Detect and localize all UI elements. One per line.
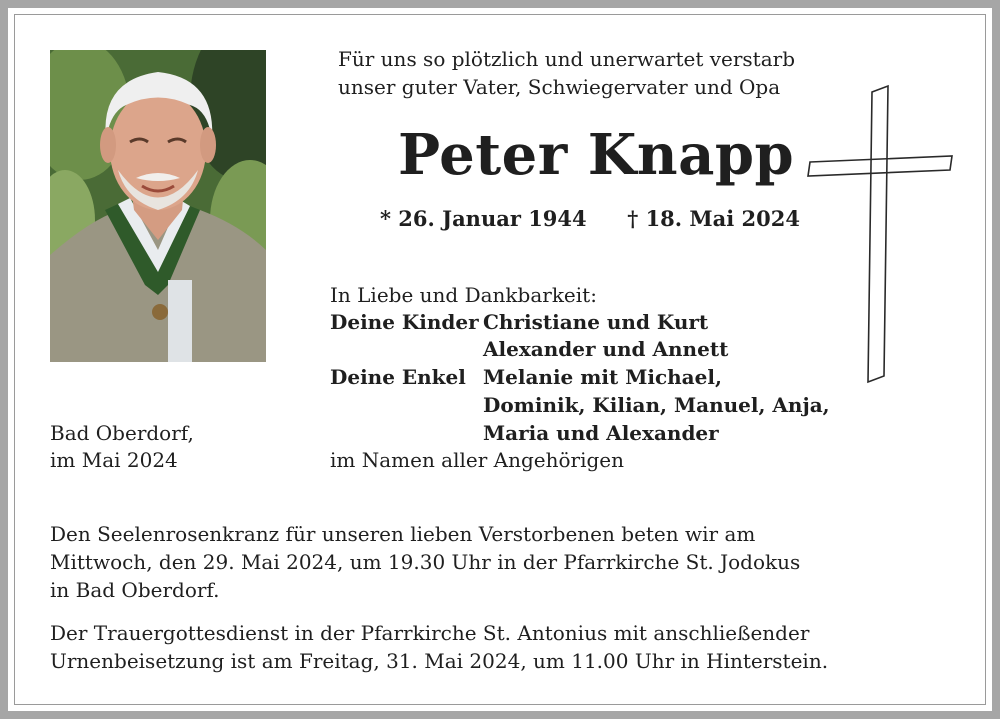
rosary-line-1: Den Seelenrosenkranz für unseren lieben Verstorbenen beten wir am	[50, 522, 756, 546]
death-date: † 18. Mai 2024	[627, 206, 801, 231]
grandchildren-line-1: Melanie mit Michael,	[483, 365, 722, 389]
mourners-opening: In Liebe und Dankbarkeit:	[330, 283, 597, 307]
life-dates	[380, 205, 800, 233]
children-label: Deine Kinder	[330, 310, 479, 334]
funeral-line-1: Der Trauergottesdienst in der Pfarrkirche St. Antonius mit anschließender	[50, 621, 810, 645]
place-line-1: Bad Oberdorf,	[50, 421, 194, 445]
rosary-line-2: Mittwoch, den 29. Mai 2024, um 19.30 Uhr in der Pfarrkirche St. Jodokus	[50, 550, 801, 574]
intro-line-2: unser guter Vater, Schwiegervater und Opa	[338, 75, 781, 99]
grandchildren-line-3: Maria und Alexander	[483, 421, 719, 445]
children-line-2: Alexander und Annett	[483, 337, 729, 361]
funeral-line-2: Urnenbeisetzung ist am Freitag, 31. Mai 2024, um 11.00 Uhr in Hinterstein.	[50, 649, 829, 673]
grandchildren-line-2: Dominik, Kilian, Manuel, Anja,	[483, 393, 830, 417]
portrait-photo	[50, 50, 266, 362]
place-line-2: im Mai 2024	[50, 448, 178, 472]
children-line-1: Christiane und Kurt	[483, 310, 709, 334]
rosary-line-3: in Bad Oberdorf.	[50, 578, 220, 602]
cross-icon	[806, 84, 956, 384]
deceased-name: Peter Knapp	[398, 122, 795, 188]
intro-line-1: Für uns so plötzlich und unerwartet verstarb	[338, 47, 796, 71]
birth-date: * 26. Januar 1944	[380, 206, 587, 231]
grandchildren-label: Deine Enkel	[330, 365, 466, 389]
mourners-closing: im Namen aller Angehörigen	[330, 448, 625, 472]
